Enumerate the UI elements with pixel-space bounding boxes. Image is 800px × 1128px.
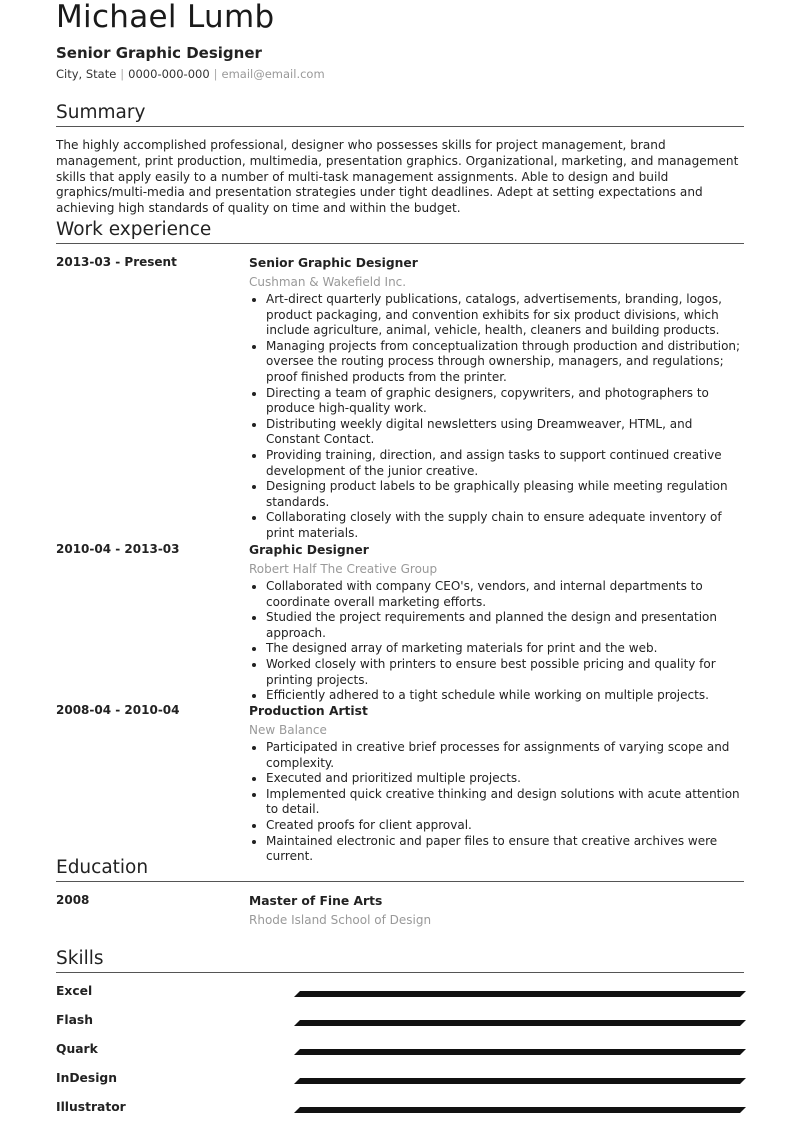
- skill-level-bar: [294, 991, 746, 997]
- work-company: Cushman & Wakefield Inc.: [249, 275, 407, 289]
- skill-name: Illustrator: [56, 1100, 126, 1114]
- education-school: Rhode Island School of Design: [249, 913, 432, 927]
- skill-level-fill: [294, 1078, 746, 1084]
- work-heading: Work experience: [56, 218, 744, 244]
- skill-level-fill: [294, 1020, 746, 1026]
- work-role: Production Artist: [249, 704, 368, 718]
- summary-text: The highly accomplished professional, designer who possesses skills for project management, brand management, print production, multimedia, presentation graphics. Organizational, marketing, and management skills that apply easily to a number of multi-task management assignments. Able to design and build graphics/multi-media and presentation strategies under tight deadlines. Adept at setting expectations and achieving high standards of quality on time and within the budget.: [56, 138, 739, 216]
- work-date: 2010-04 - 2013-03: [56, 542, 180, 556]
- work-company: Robert Half The Creative Group: [249, 562, 438, 576]
- skill-name: Flash: [56, 1013, 93, 1027]
- work-role: Senior Graphic Designer: [249, 256, 418, 270]
- work-bullet: • Distributing weekly digital newsletters using Dreamweaver, HTML, and Constant Contact.: [266, 417, 744, 448]
- work-role: Graphic Designer: [249, 543, 369, 557]
- education-degree: Master of Fine Arts: [249, 894, 383, 908]
- skill-row: [56, 984, 744, 1004]
- work-date: 2008-04 - 2010-04: [56, 703, 180, 717]
- contact-separator: |: [120, 67, 125, 81]
- contact-email[interactable]: email@email.com: [221, 67, 325, 81]
- work-bullet: • Art-direct quarterly publications, catalogs, advertisements, branding, logos, product packaging, and convention exhibits for six product divisions, which include agriculture, animal, vehicle, health, cleaners and building products.: [266, 292, 744, 339]
- skill-level-fill: [294, 991, 746, 997]
- work-bullet: • Collaborated with company CEO's, vendors, and internal departments to coordinate overall marketing efforts.: [266, 579, 744, 610]
- work-bullet: • Efficiently adhered to a tight schedule while working on multiple projects.: [266, 688, 744, 704]
- candidate-title: Senior Graphic Designer: [56, 44, 262, 62]
- skill-name: Quark: [56, 1042, 98, 1056]
- work-date: 2013-03 - Present: [56, 255, 177, 269]
- work-bullet: • Directing a team of graphic designers, copywriters, and photographers to produce high-quality work.: [266, 386, 744, 417]
- work-bullet: • Maintained electronic and paper files to ensure that creative archives were current.: [266, 834, 744, 865]
- work-bullet: • Executed and prioritized multiple projects.: [266, 771, 744, 787]
- skill-level-fill: [294, 1107, 746, 1113]
- contact-phone: 0000-000-000: [128, 67, 210, 81]
- skill-row: [56, 1042, 744, 1062]
- education-date: 2008: [56, 893, 90, 907]
- work-details: [249, 703, 744, 865]
- work-bullet: • Studied the project requirements and planned the design and presentation approach.: [266, 610, 744, 641]
- contact-separator: |: [213, 67, 218, 81]
- work-bullet: • Providing training, direction, and assign tasks to support continued creative development of the junior creative.: [266, 448, 744, 479]
- education-heading: Education: [56, 856, 744, 882]
- work-bullet: • Managing projects from conceptualization through production and distribution; oversee the routing process through ownership, managers, and regulations; proof finished products from the printer.: [266, 339, 744, 386]
- contact-line: [56, 67, 325, 81]
- skills-heading: Skills: [56, 947, 744, 973]
- skill-level-bar: [294, 1049, 746, 1055]
- skill-row: [56, 1013, 744, 1033]
- skill-name: InDesign: [56, 1071, 117, 1085]
- work-bullet: • Designing product labels to be graphically pleasing while meeting regulation standards.: [266, 479, 744, 510]
- contact-city: City, State: [56, 67, 117, 81]
- work-bullet: • Created proofs for client approval.: [266, 818, 744, 834]
- education-details: [249, 893, 744, 928]
- skill-level-bar: [294, 1107, 746, 1113]
- work-details: [249, 255, 744, 542]
- candidate-name: Michael Lumb: [56, 0, 275, 35]
- work-details: [249, 542, 744, 704]
- work-bullets: [249, 740, 744, 865]
- skill-name: Excel: [56, 984, 93, 998]
- work-bullets: [249, 579, 744, 704]
- skill-row: [56, 1100, 744, 1120]
- work-bullet: • Participated in creative brief processes for assignments of varying scope and complexity.: [266, 740, 744, 771]
- skill-level-fill: [294, 1049, 746, 1055]
- skill-row: [56, 1071, 744, 1091]
- work-bullet: • The designed array of marketing materials for print and the web.: [266, 641, 744, 657]
- work-bullets: [249, 292, 744, 542]
- work-bullet: • Implemented quick creative thinking and design solutions with acute attention to detail.: [266, 787, 744, 818]
- work-bullet: • Collaborating closely with the supply chain to ensure adequate inventory of print materials.: [266, 510, 744, 541]
- skill-level-bar: [294, 1020, 746, 1026]
- skill-level-bar: [294, 1078, 746, 1084]
- work-bullet: • Worked closely with printers to ensure best possible pricing and quality for printing projects.: [266, 657, 744, 688]
- summary-heading: Summary: [56, 101, 744, 127]
- work-company: New Balance: [249, 723, 327, 737]
